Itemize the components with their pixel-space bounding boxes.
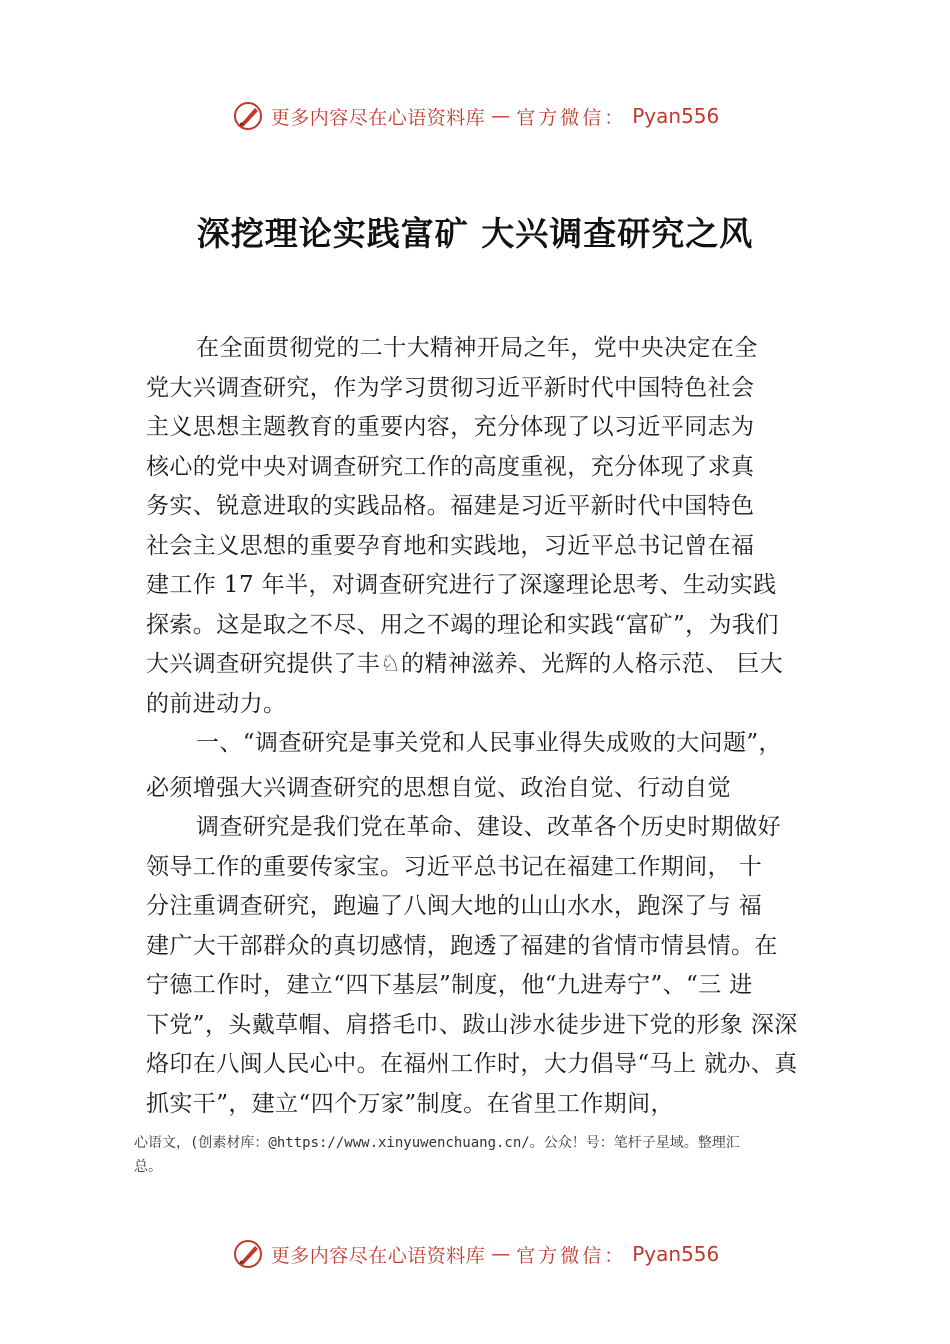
footer-watermark bbox=[0, 1234, 950, 1274]
footer-note-line: 心语文，(创素材库：@https://www.xinyuwenchuang.cn/。公众！号：笔杆子星域。整理汇 bbox=[134, 1135, 740, 1151]
footer-note bbox=[134, 1131, 834, 1179]
watermark-official-label: 官方微信： bbox=[516, 1244, 627, 1267]
body-line: 核心的党中央对调查研究工作的高度重视，充分体现了求真 bbox=[146, 453, 755, 480]
section-heading-line: 一、“调查研究是事关党和人民事业得失成败的大问题”， bbox=[196, 730, 782, 756]
watermark-wechat-id: Pyan556 bbox=[632, 1242, 720, 1266]
header-watermark bbox=[0, 96, 950, 136]
document-body bbox=[146, 329, 826, 1124]
body-line: 的前进动力。 bbox=[146, 690, 287, 717]
body-line: 领导工作的重要传家宝。习近平总书记在福建工作期间， 十 bbox=[146, 853, 763, 880]
body-line: 在全面贯彻党的二十大精神开局之年，党中央决定在全 bbox=[196, 335, 758, 361]
body-line: 务实、锐意进取的实践品格。福建是习近平新时代中国特色 bbox=[146, 493, 755, 519]
body-line: 分注重调查研究，跑遍了八闽大地的山山水水，跑深了与 福 bbox=[146, 893, 763, 919]
watermark-wechat-id: Pyan556 bbox=[632, 104, 720, 128]
watermark-official-label: 官方微信： bbox=[516, 106, 627, 129]
document-title: 深挖理论实践富矿 大兴调查研究之风 bbox=[196, 214, 754, 253]
body-line: 社会主义思想的重要孕育地和实践地，习近平总书记曾在福 bbox=[146, 532, 755, 559]
watermark-brand: 更多内容尽在心语资料库 bbox=[270, 106, 486, 129]
body-line: 大兴调查研究提供了丰♘的精神滋养、光辉的人格示范、 巨大 bbox=[146, 651, 784, 677]
watermark-brand: 更多内容尽在心语资料库 bbox=[270, 1244, 486, 1267]
body-line: 主义思想主题教育的重要内容，充分体现了以习近平同志为 bbox=[146, 414, 755, 440]
quill-pen-icon bbox=[231, 1237, 265, 1271]
footer-note-line: 总。 bbox=[134, 1159, 162, 1175]
body-line: 建广大干部群众的真切感情，跑透了福建的省情市情县情。在 bbox=[146, 932, 778, 959]
body-line: 宁德工作时，建立“四下基层”制度，他“九进寿宁”、“三 进 bbox=[146, 972, 753, 998]
section-heading-line: 必须增强大兴调查研究的思想自觉、政治自觉、行动自觉 bbox=[146, 774, 731, 801]
body-line: 探索。这是取之不尽、用之不竭的理论和实践“富矿”，为我们 bbox=[146, 611, 779, 638]
body-line: 下党”，头戴草帽、肩搭毛巾、跋山涉水徒步进下党的形象 深深 bbox=[146, 1011, 798, 1038]
body-line: 调查研究是我们党在革命、建设、改革各个历史时期做好 bbox=[196, 814, 781, 840]
watermark-separator: — bbox=[491, 1243, 511, 1265]
body-line: 建工作 17 年半，对调查研究进行了深邃理论思考、生动实践 bbox=[146, 572, 777, 598]
body-line: 党大兴调查研究，作为学习贯彻习近平新时代中国特色社会 bbox=[146, 374, 755, 401]
body-line: 抓实干”，建立“四个万家”制度。在省里工作期间， bbox=[146, 1090, 674, 1117]
body-line: 烙印在八闽人民心中。在福州工作时，大力倡导“马上 就办、真 bbox=[146, 1051, 798, 1077]
watermark-separator: — bbox=[491, 105, 511, 127]
quill-pen-icon bbox=[231, 99, 265, 133]
